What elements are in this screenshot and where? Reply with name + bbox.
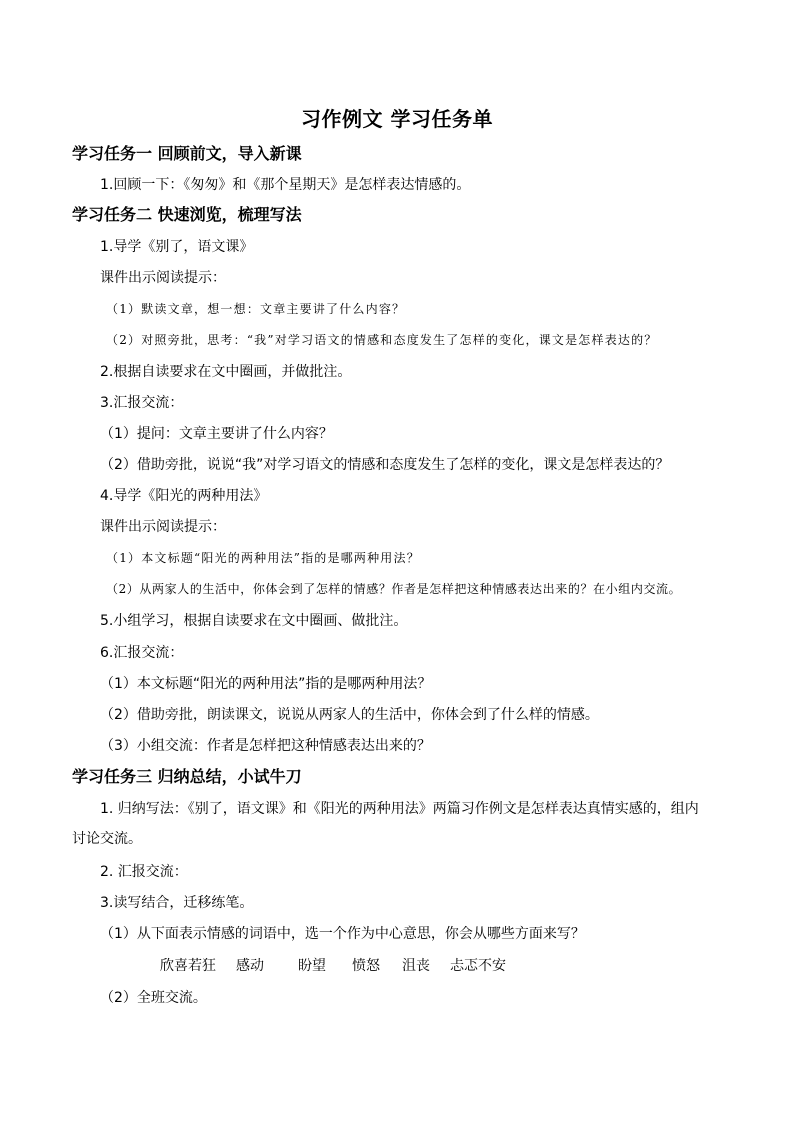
task2-line-2: 课件出示阅读提示： xyxy=(100,270,226,286)
task2-line-4: （2）对照旁批，思考：“我”对学习语文的情感和态度发生了怎样的变化，课文是怎样表达的？ xyxy=(106,333,658,347)
task2-line-7: （1）提问：文章主要讲了什么内容？ xyxy=(100,426,333,442)
task2-line-15: （1）本文标题“阳光的两种用法”指的是哪两种用法？ xyxy=(100,676,432,692)
emotion-word: 愤怒 xyxy=(352,958,380,974)
task2-line-3: （1）默读文章，想一想：文章主要讲了什么内容？ xyxy=(106,302,406,316)
task2-line-9: 4.导学《阳光的两种用法》 xyxy=(100,488,268,504)
emotion-word: 盼望 xyxy=(298,958,326,974)
task2-line-14: 6.汇报交流： xyxy=(100,645,184,661)
task2-line-10: 课件出示阅读提示： xyxy=(100,519,226,535)
task3-line-6: （2）全班交流。 xyxy=(100,990,207,1006)
task2-line-17: （3）小组交流：作者是怎样把这种情感表达出来的？ xyxy=(100,738,431,754)
task1-item-1: 1.回顾一下：《匆匆》和《那个星期天》是怎样表达情感的。 xyxy=(100,177,471,193)
task2-line-6: 3.汇报交流： xyxy=(100,395,184,411)
emotion-word-list xyxy=(160,956,526,976)
emotion-word: 沮丧 xyxy=(402,958,430,974)
task3-heading: 学习任务三 归纳总结，小试牛刀 xyxy=(72,767,302,786)
task2-line-1: 1.导学《别了，语文课》 xyxy=(100,239,254,255)
emotion-word: 感动 xyxy=(236,958,264,974)
task3-line-2: 讨论交流。 xyxy=(72,831,142,847)
task2-line-13: 5.小组学习，根据自读要求在文中圈画、做批注。 xyxy=(100,613,408,629)
task2-heading: 学习任务二 快速浏览，梳理写法 xyxy=(72,205,302,224)
task2-line-11: （1）本文标题“阳光的两种用法”指的是哪两种用法？ xyxy=(106,551,420,565)
task2-line-8: （2）借助旁批，说说“我”对学习语文的情感和态度发生了怎样的变化，课文是怎样表达的？ xyxy=(100,457,670,473)
task3-line-4: 3.读写结合，迁移练笔。 xyxy=(100,895,254,911)
task3-line-1: 1. 归纳写法：《别了，语文课》和《阳光的两种用法》两篇习作例文是怎样表达真情实感的，组内 xyxy=(100,801,699,817)
emotion-word: 欣喜若狂 xyxy=(160,958,216,974)
task3-line-5: （1）从下面表示情感的词语中，选一个作为中心意思，你会从哪些方面来写？ xyxy=(100,926,585,942)
emotion-word: 忐忑不安 xyxy=(450,958,506,974)
task3-line-3: 2. 汇报交流： xyxy=(100,864,188,880)
page-title: 习作例文 学习任务单 xyxy=(301,107,493,131)
task2-line-16: （2）借助旁批，朗读课文，说说从两家人的生活中，你体会到了什么样的情感。 xyxy=(100,707,599,723)
task1-heading: 学习任务一 回顾前文，导入新课 xyxy=(72,144,302,163)
task2-line-12: （2）从两家人的生活中，你体会到了怎样的情感？作者是怎样把这种情感表达出来的？在小组内交流。 xyxy=(106,582,682,596)
task2-line-5: 2.根据自读要求在文中圈画，并做批注。 xyxy=(100,364,352,380)
